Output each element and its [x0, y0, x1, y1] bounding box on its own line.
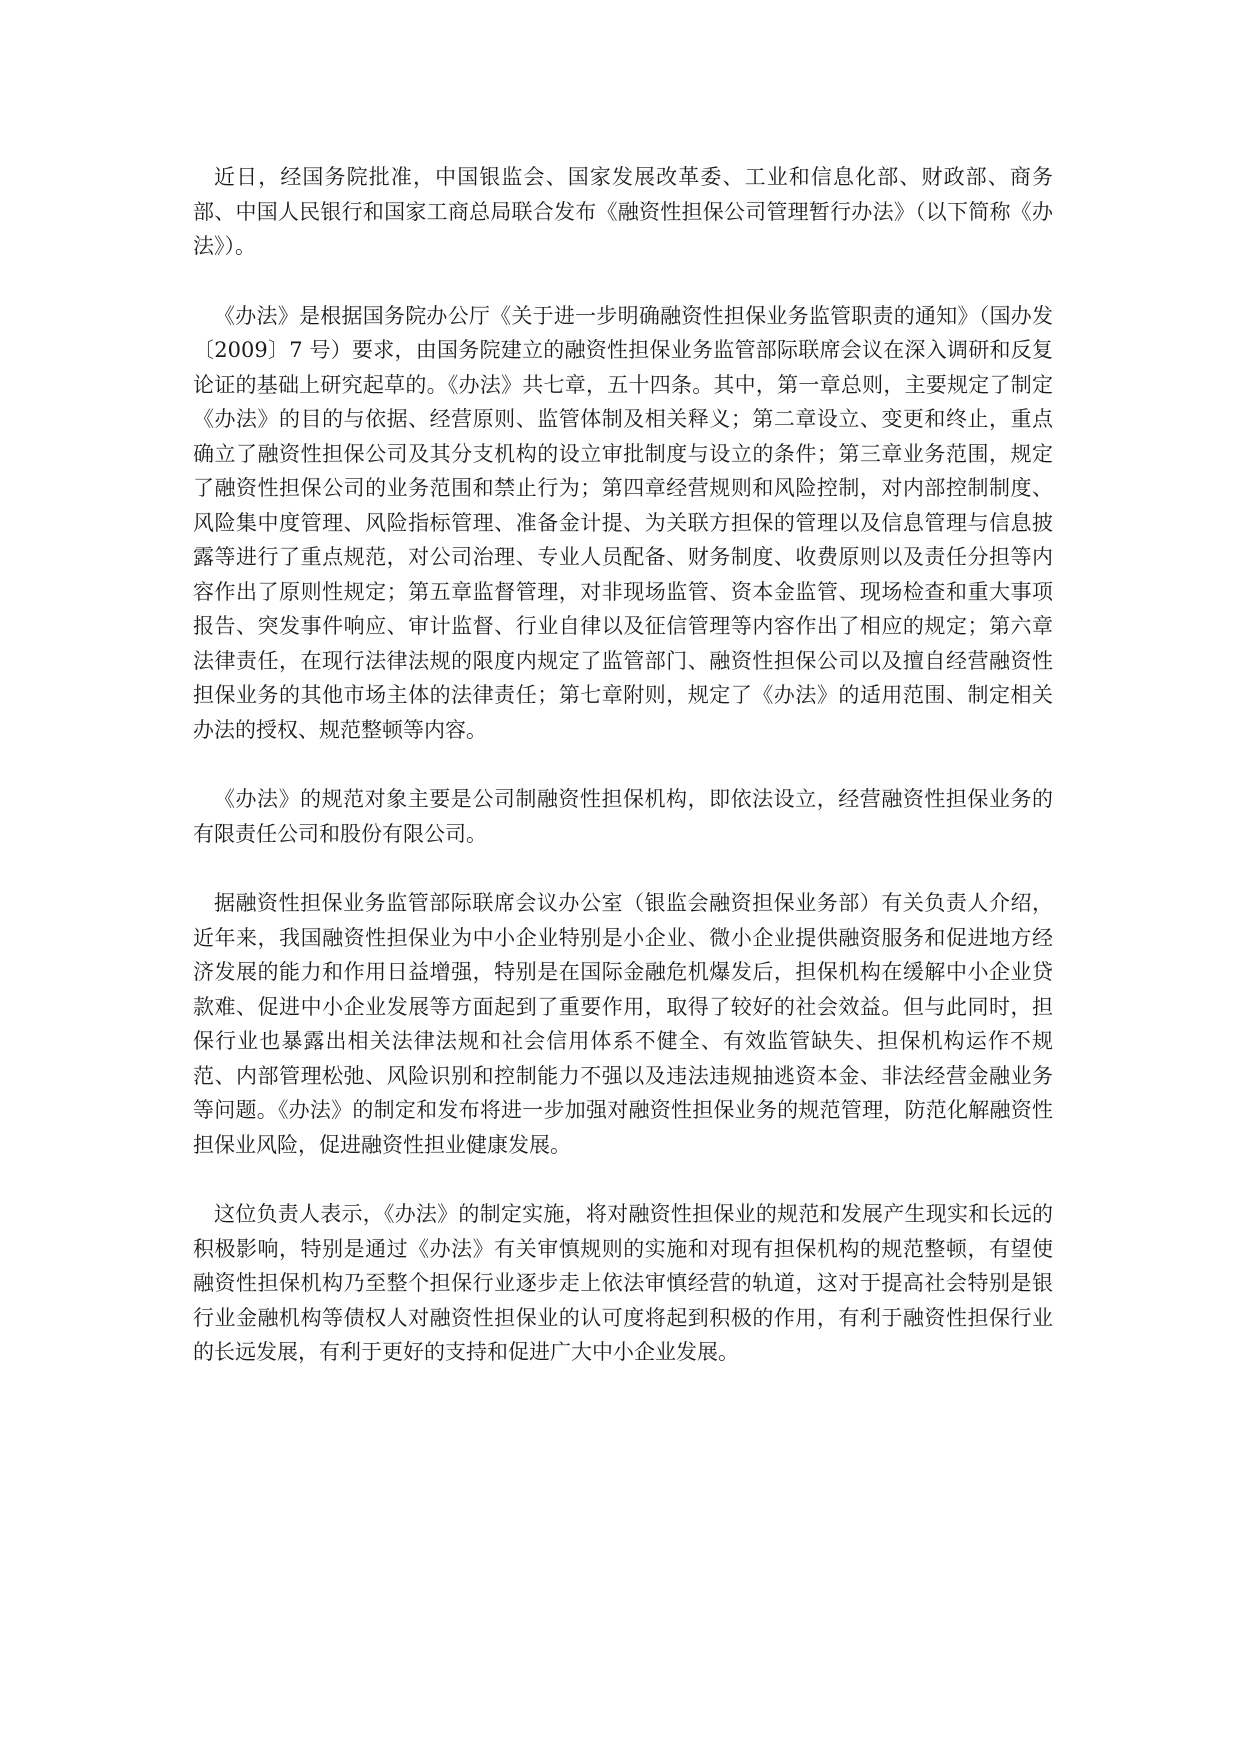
paragraph-3: 《办法》的规范对象主要是公司制融资性担保机构，即依法设立，经营融资性担保业务的有限责任公司和股份有限公司。	[193, 787, 1053, 846]
paragraph-5: 这位负责人表示，《办法》的制定实施，将对融资性担保业的规范和发展产生现实和长远的积极影响，特别是通过《办法》有关审慎规则的实施和对现有担保机构的规范整顿，有望使融资性担保机构乃至整个担保行业逐步走上依法审慎经营的轨道，这对于提高社会特别是银行业金融机构等债权人对融资性担保业的认可度将起到积极的作用，有利于融资性担保行业的长远发展，有利于更好的支持和促进广大中小企业发展。	[193, 1202, 1053, 1364]
paragraph-1: 近日，经国务院批准，中国银监会、国家发展改革委、工业和信息化部、财政部、商务部、中国人民银行和国家工商总局联合发布《融资性担保公司管理暂行办法》（以下简称《办法》）。	[193, 165, 1053, 258]
paragraph-4: 据融资性担保业务监管部际联席会议办公室（银监会融资担保业务部）有关负责人介绍，近年来，我国融资性担保业为中小企业特别是小企业、微小企业提供融资服务和促进地方经济发展的能力和作用日益增强，特别是在国际金融危机爆发后，担保机构在缓解中小企业贷款难、促进中小企业发展等方面起到了重要作用，取得了较好的社会效益。但与此同时，担保行业也暴露出相关法律法规和社会信用体系不健全、有效监管缺失、担保机构运作不规范、内部管理松弛、风险识别和控制能力不强以及违法违规抽逃资本金、非法经营金融业务等问题。《办法》的制定和发布将进一步加强对融资性担保业务的规范管理，防范化解融资性担保业风险，促进融资性担业健康发展。	[193, 891, 1053, 1157]
paragraph-2: 《办法》是根据国务院办公厅《关于进一步明确融资性担保业务监管职责的通知》（国办发〔2009〕7 号）要求，由国务院建立的融资性担保业务监管部际联席会议在深入调研和反复论证的基础上研究起草的。《办法》共七章，五十四条。其中，第一章总则，主要规定了制定《办法》的目的与依据、经营原则、监管体制及相关释义；第二章设立、变更和终止，重点确立了融资性担保公司及其分支机构的设立审批制度与设立的条件；第三章业务范围，规定了融资性担保公司的业务范围和禁止行为；第四章经营规则和风险控制，对内部控制制度、风险集中度管理、风险指标管理、准备金计提、为关联方担保的管理以及信息管理与信息披露等进行了重点规范，对公司治理、专业人员配备、财务制度、收费原则以及责任分担等内容作出了原则性规定；第五章监督管理，对非现场监管、资本金监管、现场检查和重大事项报告、突发事件响应、审计监督、行业自律以及征信管理等内容作出了相应的规定；第六章法律责任，在现行法律法规的限度内规定了监管部门、融资性担保公司以及擅自经营融资性担保业务的其他市场主体的法律责任；第七章附则，规定了《办法》的适用范围、制定相关办法的授权、规范整顿等内容。	[193, 303, 1053, 742]
document-body	[193, 160, 1053, 1370]
